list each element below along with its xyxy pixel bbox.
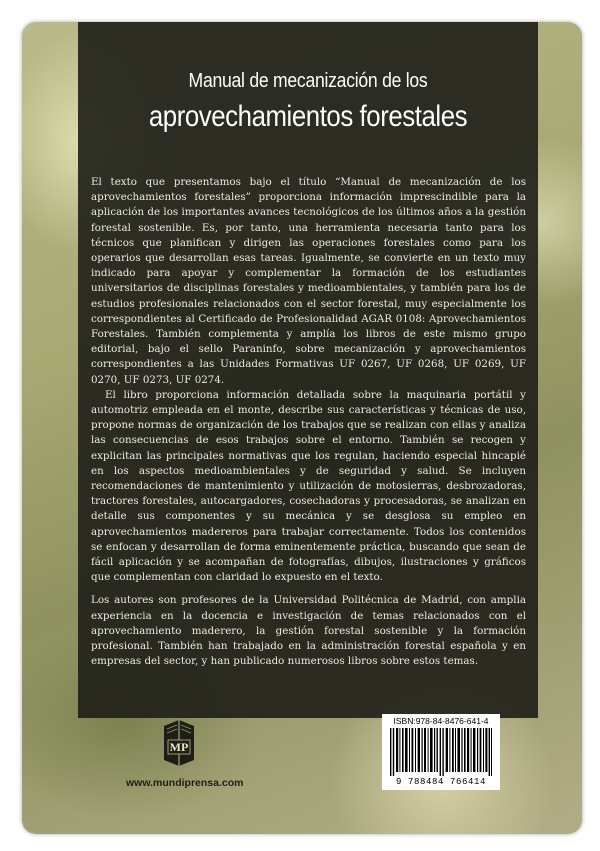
title-line-2: aprovechamientos forestales <box>148 100 468 133</box>
paragraph-authors: Los autores son profesores de la Universidad Politécnica de Madrid, con amplia experiencia en la docencia e investigación de temas relacionados con el aprovechamiento maderero, la gestión forestal sostenible y la formación profesional. También han trabajado en la administración forestal española y en empresas del sector, y han publicado numerosos libros sobre estos temas. <box>91 594 526 668</box>
book-back-cover <box>22 22 582 834</box>
text-panel <box>78 22 538 718</box>
isbn-text: ISBN:978-84-8476-641-4 <box>393 716 489 726</box>
description-text <box>91 175 526 670</box>
paragraph-intro: El texto que presentamos bajo el título “Manual de mecanización de los aprovechamientos forestales” proporciona información imprescindible para la aplicación de los importantes avances tecnológicos de los últimos años a la gestión forestal sostenible. Es, por tanto, una herramienta necesaria tanto para los técnicos que planifican y dirigen las operaciones forestales como para los operarios que desarrollan esas tareas. Igualmente, se convierte en un texto muy indicado para apoyar y complementar la formación de los estudiantes universitarios de disciplinas forestales y medioambientales, y también para los de estudios profesionales relacionados con el sector forestal, muy especialmente los correspondientes al Certificado de Profesionalidad AGAR 0108: Aprovechamientos Forestales. También complementa y amplía los libros de este mismo grupo editorial, bajo el sello Paraninfo, sobre mecanización y aprovechamientos correspondientes a las Unidades Formativas UF 0267, UF 0268, UF 0269, UF 0270, UF 0273, UF 0274. <box>91 176 526 386</box>
barcode-number: 9 788484 766414 <box>395 777 486 787</box>
title-line-1: Manual de mecanización de los <box>188 70 428 92</box>
mundi-prensa-book-logo-icon <box>162 716 196 768</box>
barcode-bars <box>390 728 492 776</box>
barcode <box>382 714 500 790</box>
paragraph-content: El libro proporciona información detallada sobre la maquinaria portátil y automotriz empleada en el monte, describe sus características y técnicas de uso, propone normas de organización de los trabajos que se realizan con ellas y analiza las consecuencias de esos trabajos sobre el entorno. También se recogen y explicitan las principales normativas que los regulan, haciendo especial hincapié en los aspectos medioambientales y de seguridad y salud. Se incluyen recomendaciones de mantenimiento y utilización de motosierras, desbrozadoras, tractores forestales, autocargadores, cosechadoras y procesadoras, se analizan en detalle sus componentes y su mecánica y se desglosa su empleo en aprovechamientos madereros para trabajar correctamente. Todos los contenidos se enfocan y desarrollan de forma eminentemente práctica, buscando que sean de fácil aplicación y se acompañan de fotografías, dibujos, ilustraciones y gráficos que complementan con claridad lo expuesto en el texto. <box>91 388 526 584</box>
logo-letters: MP <box>169 740 189 754</box>
publisher-website: www.mundiprensa.com <box>126 777 244 789</box>
